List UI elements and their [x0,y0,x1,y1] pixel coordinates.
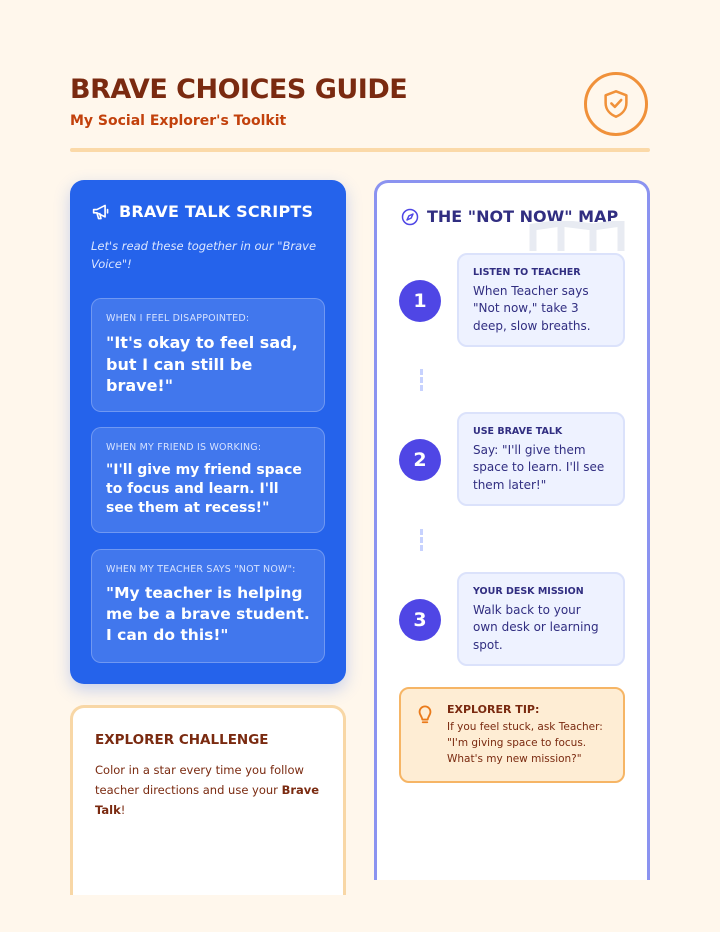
scripts-intro: Let's read these together in our "Brave Voice"! [91,239,317,272]
step-label: YOUR DESK MISSION [473,586,584,597]
challenge-text-end: ! [120,803,126,818]
megaphone-icon [91,203,111,221]
step-text: When Teacher says "Not now," take 3 deep, slow breaths. [473,284,591,333]
script-label: WHEN I FEEL DISAPPOINTED: [106,313,250,324]
challenge-text-emphasis: Brave Talk [95,783,320,818]
page-subtitle: My Social Explorer's Toolkit [70,113,287,129]
script-label: WHEN MY TEACHER SAYS "NOT NOW": [106,564,296,575]
step-text: Walk back to your own desk or learning spot. [473,603,599,652]
script-quote: "My teacher is helping me be a brave student. I can do this!" [106,584,310,644]
step-number: 3 [399,599,441,641]
script-quote: "It's okay to feel sad, but I can still be brave!" [106,333,298,396]
script-quote: "I'll give my friend space to focus and learn. I'll see them at recess!" [106,462,302,516]
step-number: 1 [399,280,441,322]
lightbulb-icon [417,705,433,725]
explorer-challenge-card [70,705,346,895]
header-divider [70,148,650,152]
challenge-title: EXPLORER CHALLENGE [95,732,269,748]
shield-badge [584,72,648,136]
script-item [91,427,325,533]
step-card [457,412,625,506]
step-number: 2 [399,439,441,481]
explorer-tip [399,687,625,783]
step-card [457,572,625,666]
step-connector [420,369,423,391]
page-header [70,74,650,154]
compass-icon [401,208,419,226]
step-text: Say: "I'll give them space to learn. I'll see them later!" [473,443,605,492]
script-item [91,549,325,663]
script-label: WHEN MY FRIEND IS WORKING: [106,442,262,453]
challenge-text [95,760,321,820]
tip-text: If you feel stuck, ask Teacher: "I'm giving space to focus. What's my new mission?" [447,721,603,765]
map-title: THE "NOT NOW" MAP [427,207,619,226]
map-decoration-icon [529,221,625,251]
not-now-map-card [374,180,650,880]
tip-title: EXPLORER TIP: [447,703,540,716]
step-label: LISTEN TO TEACHER [473,267,581,278]
step-connector [420,529,423,551]
shield-check-icon [602,89,630,119]
scripts-title: BRAVE TALK SCRIPTS [119,202,314,221]
step-card [457,253,625,347]
step-label: USE BRAVE TALK [473,426,563,437]
brave-talk-scripts-card [70,180,346,684]
challenge-text-start: Color in a star every time you follow teacher directions and use your [95,763,304,798]
script-item [91,298,325,412]
page-title: BRAVE CHOICES GUIDE [70,74,408,105]
